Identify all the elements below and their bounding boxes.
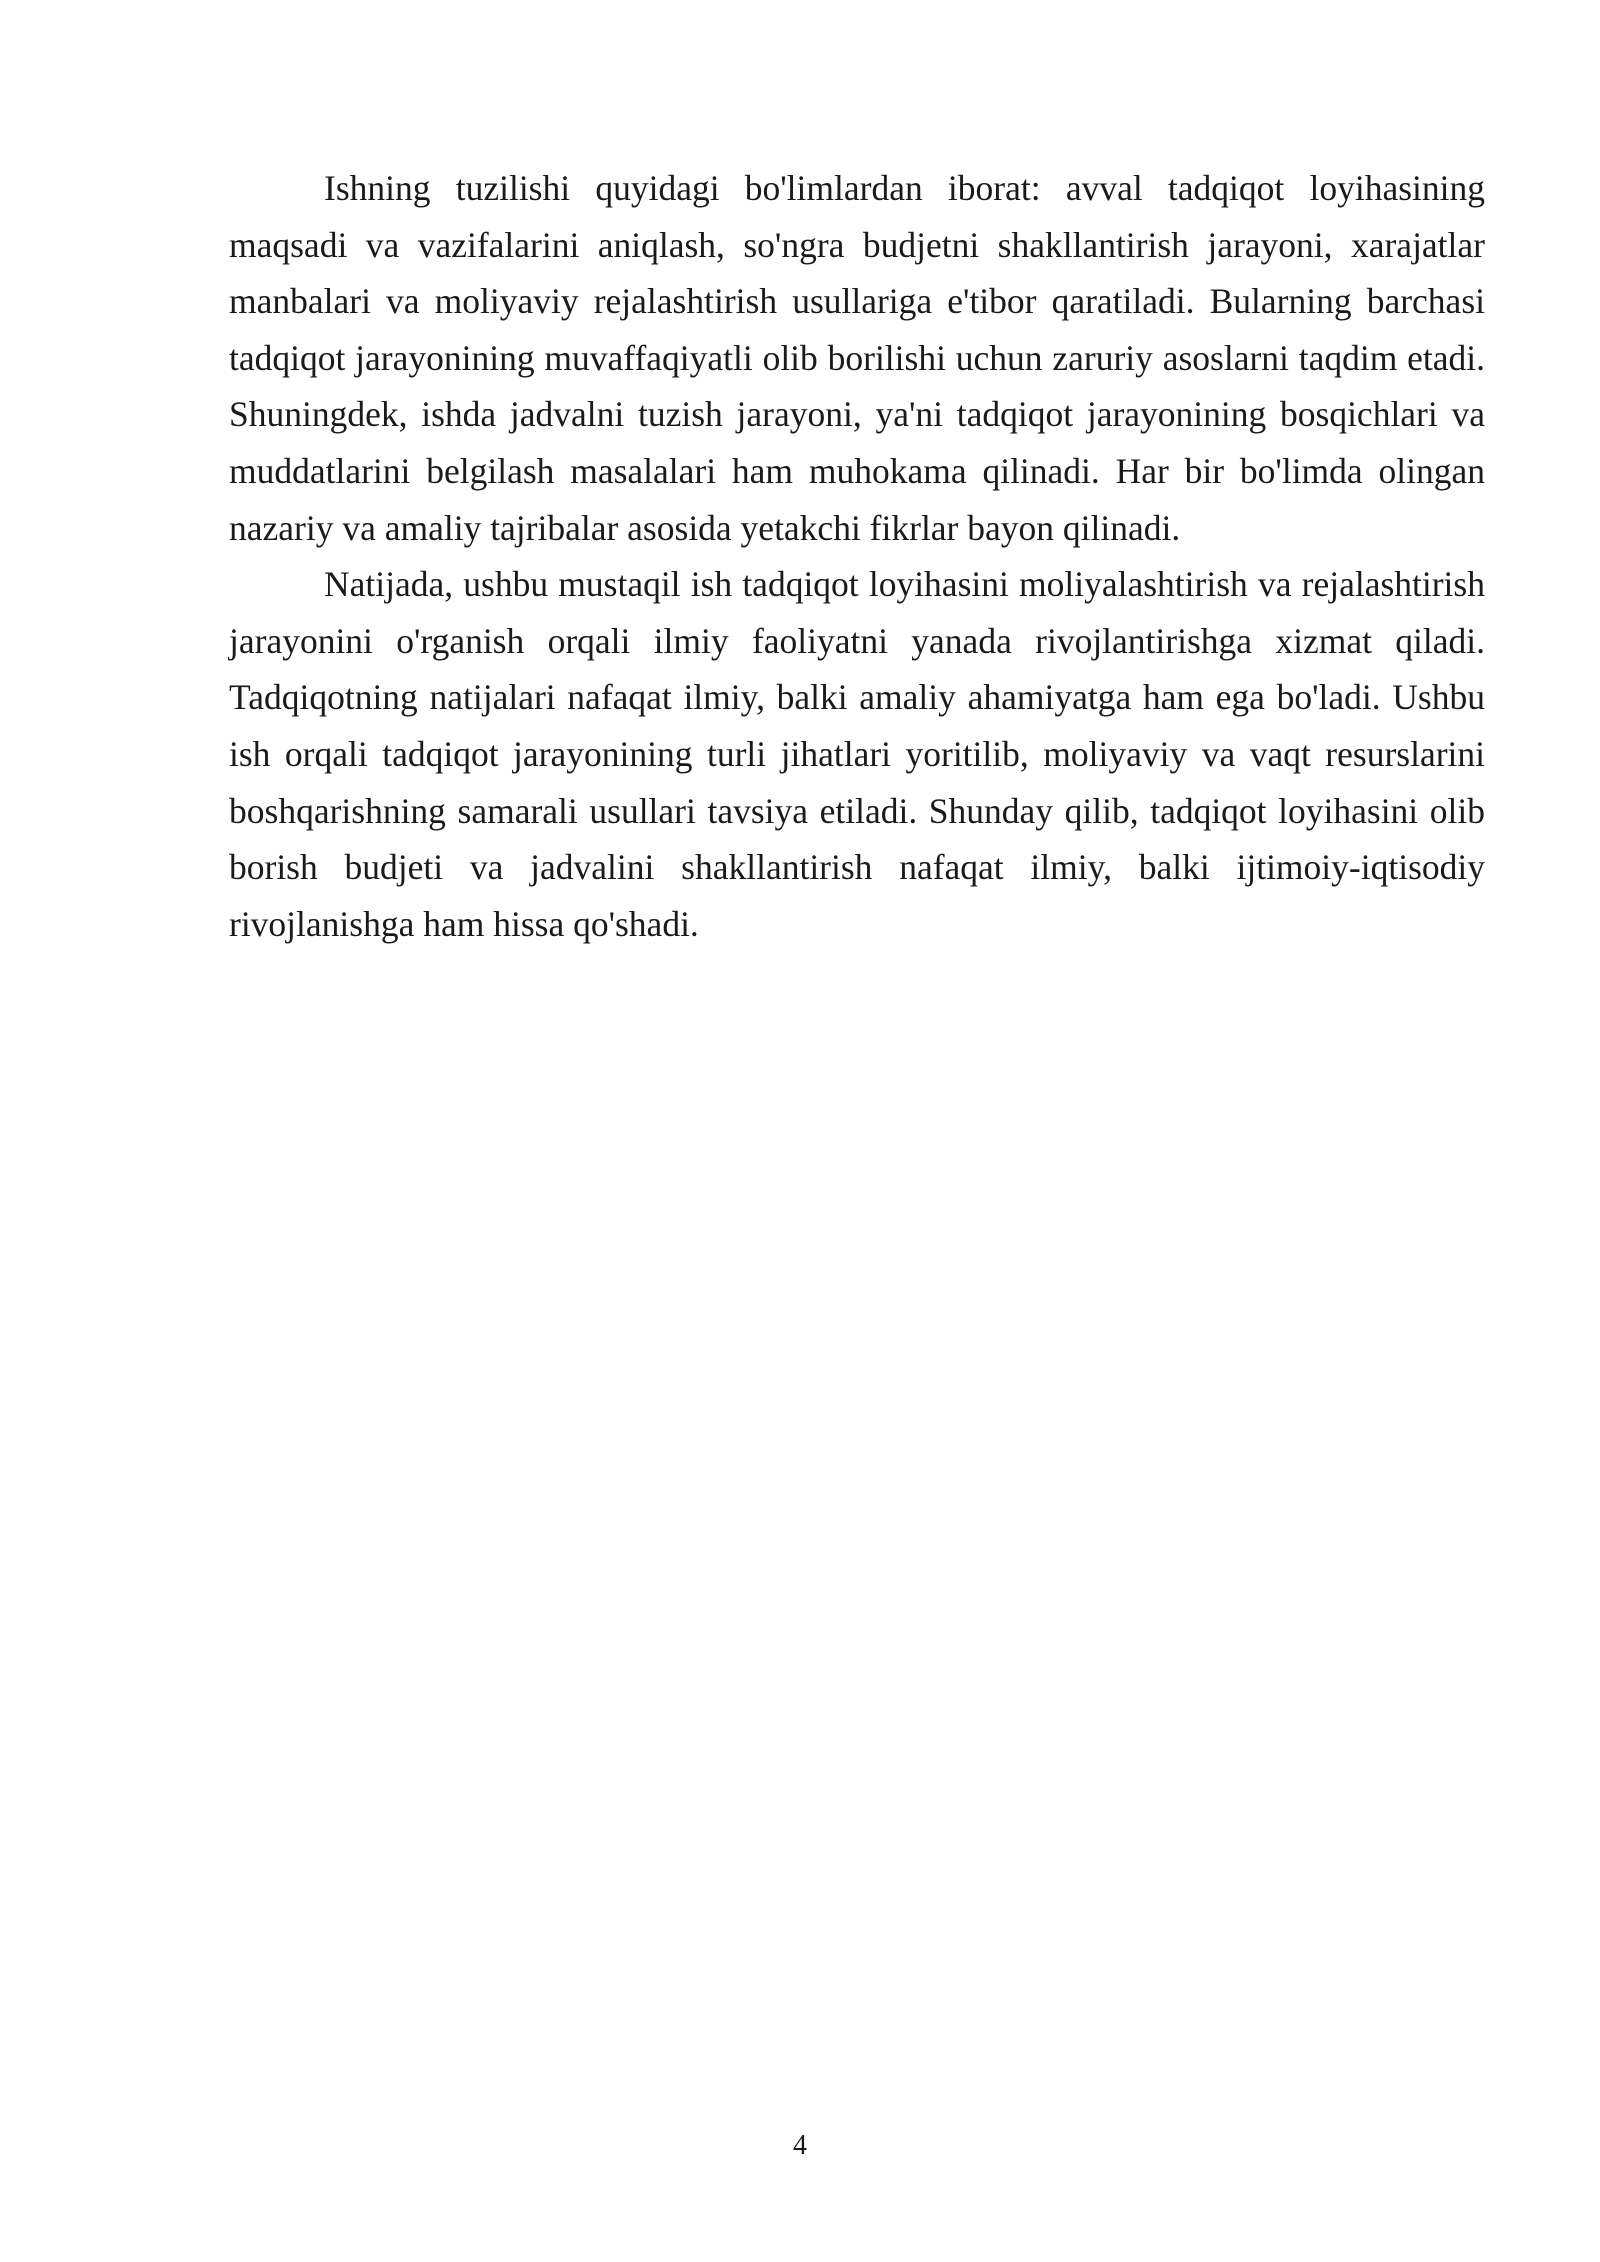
page-number: 4: [793, 2130, 807, 2161]
page-body: [229, 160, 1485, 952]
paragraph-structure: Ishning tuzilishi quyidagi bo'limlardan iborat: avval tadqiqot loyihasining maqsadi va vazifalarini aniqlash, so'ngra budjetni shakllantirish jarayoni, xarajatlar manbalari va moliyaviy rejalashtirish usullariga e'tibor qaratiladi. Bularning barchasi tadqiqot jarayonining muvaffaqiyatli olib borilishi uchun zaruriy asoslarni taqdim etadi. Shuningdek, ishda jadvalni tuzish jarayoni, ya'ni tadqiqot jarayonining bosqichlari va muddatlarini belgilash masalalari ham muhokama qilinadi. Har bir bo'limda olingan nazariy va amaliy tajribalar asosida yetakchi fikrlar bayon qilinadi.: [229, 168, 1485, 548]
paragraph-conclusion: Natijada, ushbu mustaqil ish tadqiqot loyihasini moliyalashtirish va rejalashtirish jarayonini o'rganish orqali ilmiy faoliyatni yanada rivojlantirishga xizmat qiladi. Tadqiqotning natijalari nafaqat ilmiy, balki amaliy ahamiyatga ham ega bo'ladi. Ushbu ish orqali tadqiqot jarayonining turli jihatlari yoritilib, moliyaviy va vaqt resurslarini boshqarishning samarali usullari tavsiya etiladi. Shunday qilib, tadqiqot loyihasini olib borish budjeti va jadvalini shakllantirish nafaqat ilmiy, balki ijtimoiy-iqtisodiy rivojlanishga ham hissa qo'shadi.: [229, 564, 1485, 944]
